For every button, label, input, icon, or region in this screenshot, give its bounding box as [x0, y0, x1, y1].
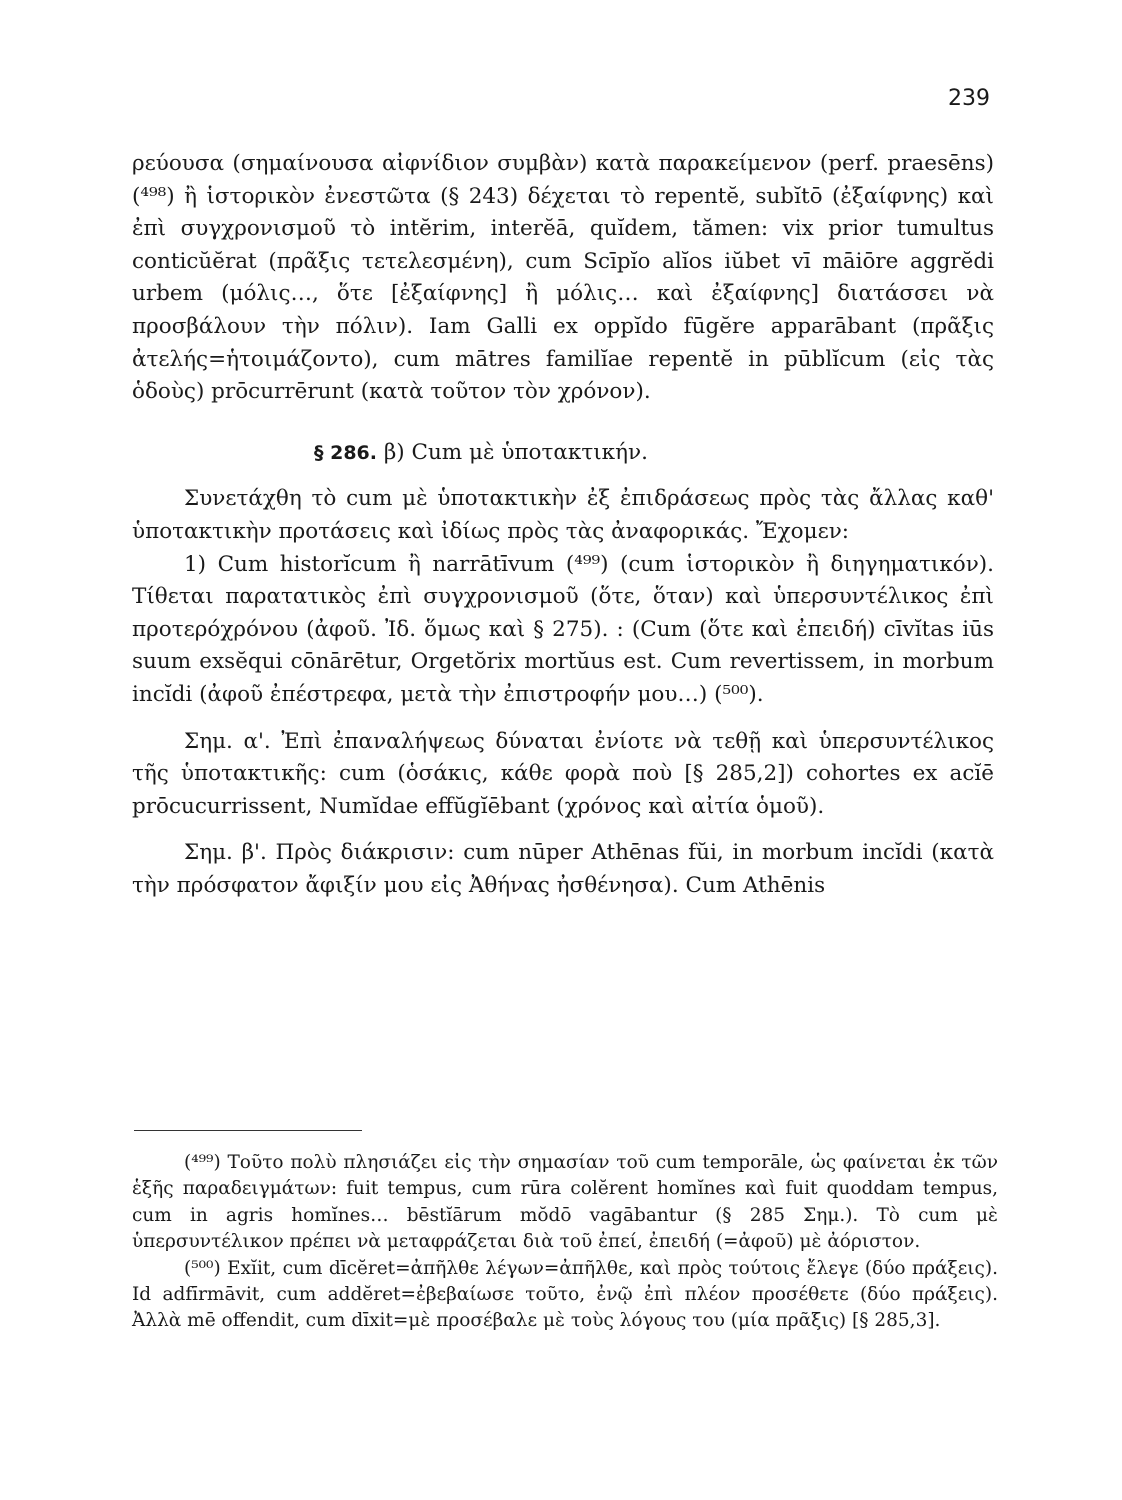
- footnote-500: (⁵⁰⁰) Exĭit, cum dīcĕret=ἀπῆλθε λέγων=ἀπῆλθε, καὶ πρὸς τούτοις ἔλεγε (δύο πράξεις). Id adfīrmāvit, cum addĕret=ἐβεβαίωσε τοῦτο, ἐνῷ ἐπὶ πλέον προσέθετε (δύο πράξεις). Ἀλλὰ mē offendit, cum dīxit=μὲ προσέβαλε μὲ τοὺς λόγους του (μία πρᾶξις) [§ 285,3].: [132, 1257, 998, 1332]
- main-text: [132, 148, 994, 902]
- footnotes: [132, 1150, 998, 1335]
- page-number: 239: [948, 86, 990, 111]
- section-heading: [132, 437, 994, 470]
- footnote-499: (⁴⁹⁹) Τοῦτο πολὺ πλησιάζει εἰς τὴν σημασίαν τοῦ cum temporāle, ὡς φαίνεται ἐκ τῶν ἑξῆς παραδειγμάτων: fuit tempus, cum rūra colĕrent homĭnes καὶ fuit quoddam tempus, cum in agris homĭnes… bēstĭārum mŏdō vagābantur (§ 285 Σημ.). Τὸ cum μὲ ὑπερσυντέλικον πρέπει νὰ μεταφράζεται διὰ τοῦ ἐπεί, ἐπειδή (=ἀφοῦ) μὲ ἀόριστον.: [132, 1152, 998, 1253]
- paragraph-continuation: ρεύουσα (σημαίνουσα αἰφνίδιον συμβὰν) κατὰ παρακείμενον (perf. praesēns)(⁴⁹⁸) ἢ ἱστορικὸν ἐνεστῶτα (§ 243) δέχεται τὸ repentĕ, subĭtō (ἐξαίφνης) καὶ ἐπὶ συγχρονισμοῦ τὸ intĕrim, interĕā, quĭdem, tămen: vix prior tumultus conticŭĕrat (πρᾶξις τετελεσμένη), cum Scīpĭo alĭos iŭbet vī māiōre aggrĕdi urbem (μόλις…, ὅτε [ἐξαίφνης] ἢ μόλις… καὶ ἐξαίφνης] διατάσσει νὰ προσβάλουν τὴν πόλιν). Iam Galli ex oppĭdo fūgĕre apparābant (πρᾶξις ἀτελής=ἡτοιμάζοντο), cum mātres familĭae repentĕ in pūblĭcum (εἰς τὰς ὁδοὺς) prōcurrērunt (κατὰ τοῦτον τὸν χρόνον).: [132, 151, 994, 405]
- note-alpha: Σημ. α'. Ἐπὶ ἐπαναλήψεως δύναται ἐνίοτε νὰ τεθῇ καὶ ὑπερσυντέλικος τῆς ὑποτακτικῆς: cum (ὁσάκις, κάθε φορὰ ποὺ [§ 285,2]) cohortes ex acĭē prōcucurrissent, Numĭdae effŭgĭēbant (χρόνος καὶ αἰτία ὁμοῦ).: [132, 728, 994, 819]
- footnote-divider: [134, 1130, 362, 1131]
- section-number: § 286.: [314, 441, 377, 464]
- section-title: β) Cum μὲ ὑποτακτικήν.: [383, 439, 648, 465]
- paragraph-intro: Συνετάχθη τὸ cum μὲ ὑποτακτικὴν ἐξ ἐπιδράσεως πρὸς τὰς ἄλλας καθ' ὑποτακτικὴν προτάσεις καὶ ἰδίως πρὸς τὰς ἀναφορικάς. Ἔχομεν:: [132, 486, 994, 544]
- paragraph-cum-historicum: 1) Cum historĭcum ἢ narrātīvum (⁴⁹⁹) (cum ἱστορικὸν ἢ διηγηματικόν). Τίθεται παρατατικὸς ἐπὶ συγχρονισμοῦ (ὅτε, ὅταν) καὶ ὑπερσυντέλικος ἐπὶ προτερόχρόνου (ἀφοῦ. Ἰδ. ὅμως καὶ § 275). : (Cum (ὅτε καὶ ἐπειδή) cīvĭtas iūs suum exsĕqui cōnārētur, Orgetŏrix mortŭus est. Cum revertissem, in morbum incĭdi (ἀφοῦ ἐπέστρεφα, μετὰ τὴν ἐπιστροφήν μου…) (⁵⁰⁰).: [132, 551, 994, 707]
- note-beta: Σημ. β'. Πρὸς διάκρισιν: cum nūper Athēnas fŭi, in morbum incĭdi (κατὰ τὴν πρόσφατον ἄφιξίν μου εἰς Ἀθήνας ἠσθένησα). Cum Athēnis: [132, 840, 994, 898]
